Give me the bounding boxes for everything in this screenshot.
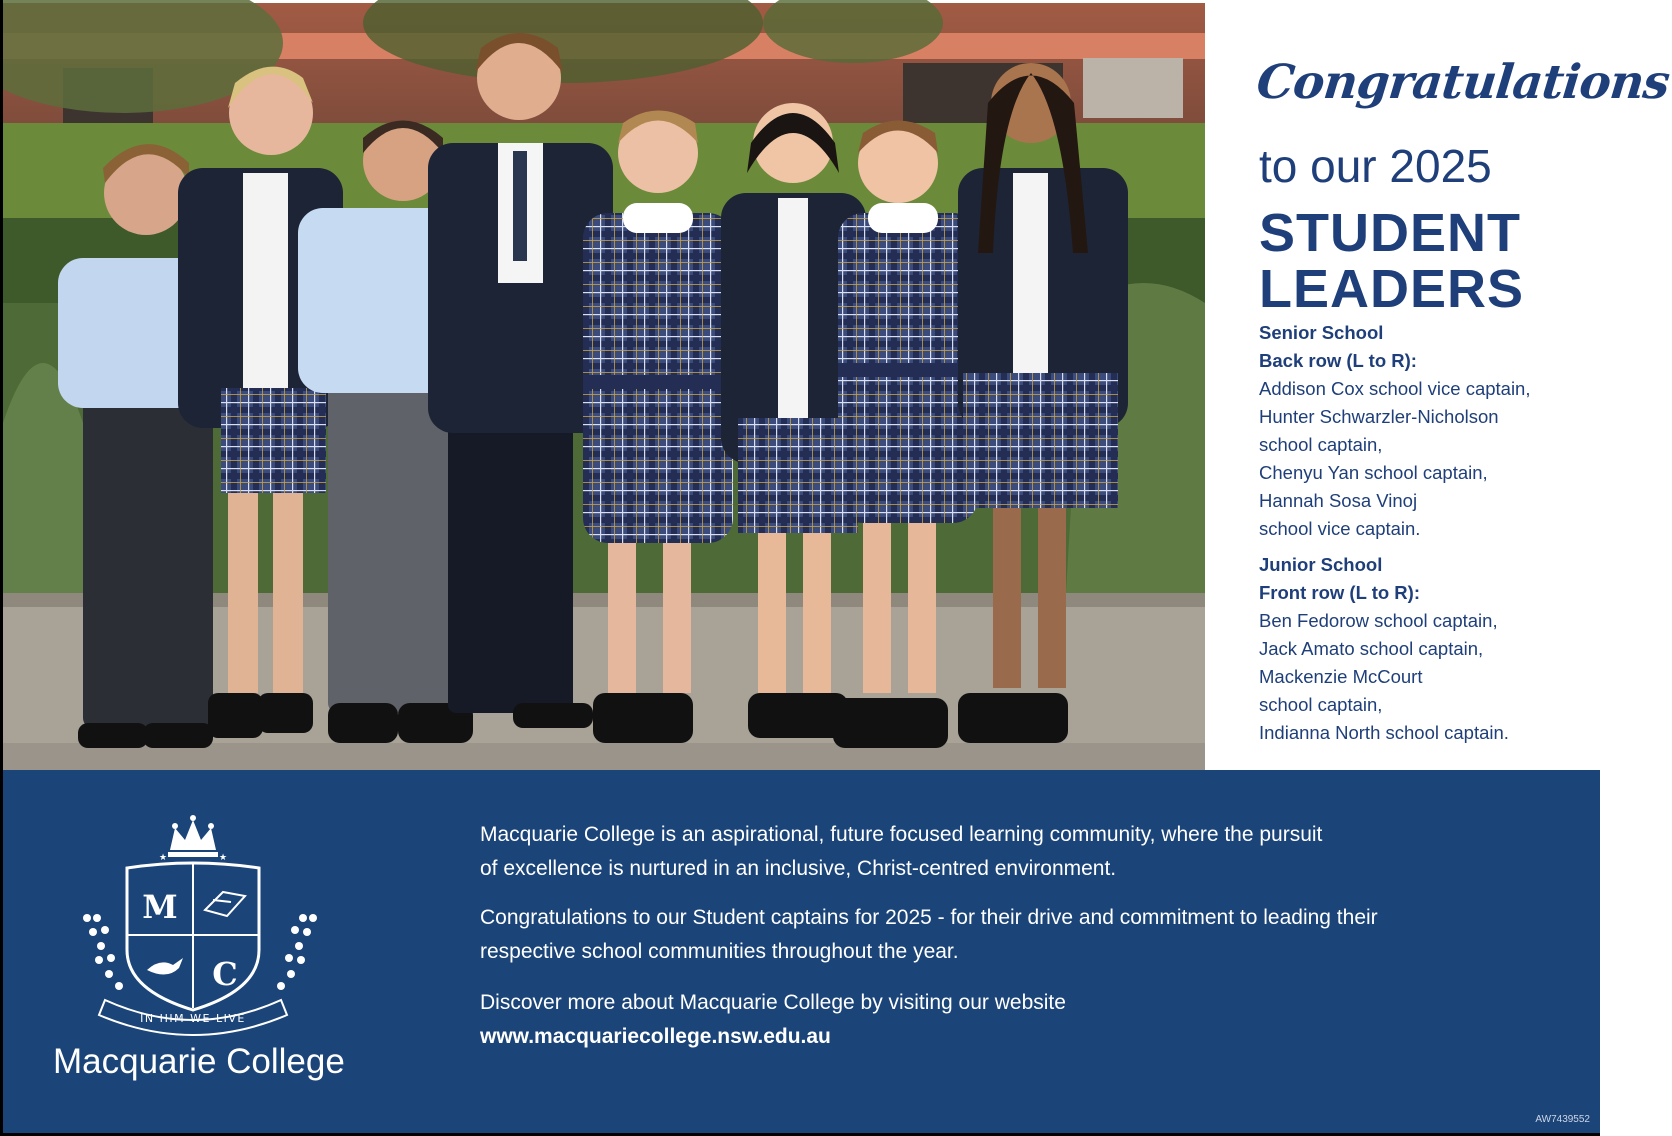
website-paragraph [480,986,1540,1054]
crest-motto: IN HIM WE LIVE [140,1012,246,1025]
wheat-left-icon [83,914,123,990]
student-leaders-headline [1259,205,1524,317]
junior-name-line: Jack Amato school captain, [1259,638,1484,659]
year-subheading: to our 2025 [1259,140,1492,192]
headline-line-2: LEADERS [1259,259,1525,319]
dove-icon [147,958,183,975]
congratulations-heading: Congratulations [1254,55,1672,110]
senior-name-line: Addison Cox school vice captain, [1259,378,1531,399]
senior-school-title: Senior School [1259,322,1384,343]
svg-text:★: ★ [219,853,228,863]
junior-name-line: Ben Fedorow school captain, [1259,610,1498,631]
senior-name-line: Hannah Sosa Vinoj [1259,490,1418,511]
junior-name-line: Indianna North school captain. [1259,722,1509,743]
senior-row-label: Back row (L to R): [1259,350,1417,371]
crest-letter-m: M [142,888,178,926]
senior-name-line: school vice captain. [1259,518,1421,539]
website-intro-line: Discover more about Macquarie College by visiting our website [480,991,1066,1014]
senior-name-line: Hunter Schwarzler-Nicholson [1259,406,1499,427]
website-link[interactable]: www.macquariecollege.nsw.edu.au [480,1025,831,1048]
crest-letter-c: C [212,955,238,993]
junior-name-line: school captain, [1259,694,1383,715]
junior-row-label: Front row (L to R): [1259,582,1420,603]
college-name: Macquarie College [53,1042,345,1081]
leaders-panel [1205,3,1672,770]
mission-paragraph [480,818,1540,886]
wheat-right-icon [277,914,317,990]
left-border [0,0,3,1136]
students-photo-illustration [3,3,1205,770]
senior-name-line: Chenyu Yan school captain, [1259,462,1488,483]
svg-text:★: ★ [159,853,168,863]
headline-line-1: STUDENT [1259,203,1521,263]
ad-reference-code: AW7439552 [1535,1114,1590,1125]
open-book-icon [205,892,245,916]
congrats-line: respective school communities throughout the year. [480,940,959,963]
footer-banner [3,770,1600,1133]
senior-name-line: school captain, [1259,434,1383,455]
mission-line: Macquarie College is an aspirational, future focused learning community, where the pursuit [480,823,1323,846]
junior-name-line: Mackenzie McCourt [1259,666,1423,687]
congrats-paragraph [480,901,1540,969]
crown-icon [168,815,218,857]
junior-school-title: Junior School [1259,554,1383,575]
mission-line: of excellence is nurtured in an inclusive, Christ-centred environment. [480,857,1117,880]
congrats-line: Congratulations to our Student captains for 2025 - for their drive and commitment to leading their [480,906,1378,929]
group-photo [3,3,1205,770]
college-crest-logo [75,800,325,1035]
